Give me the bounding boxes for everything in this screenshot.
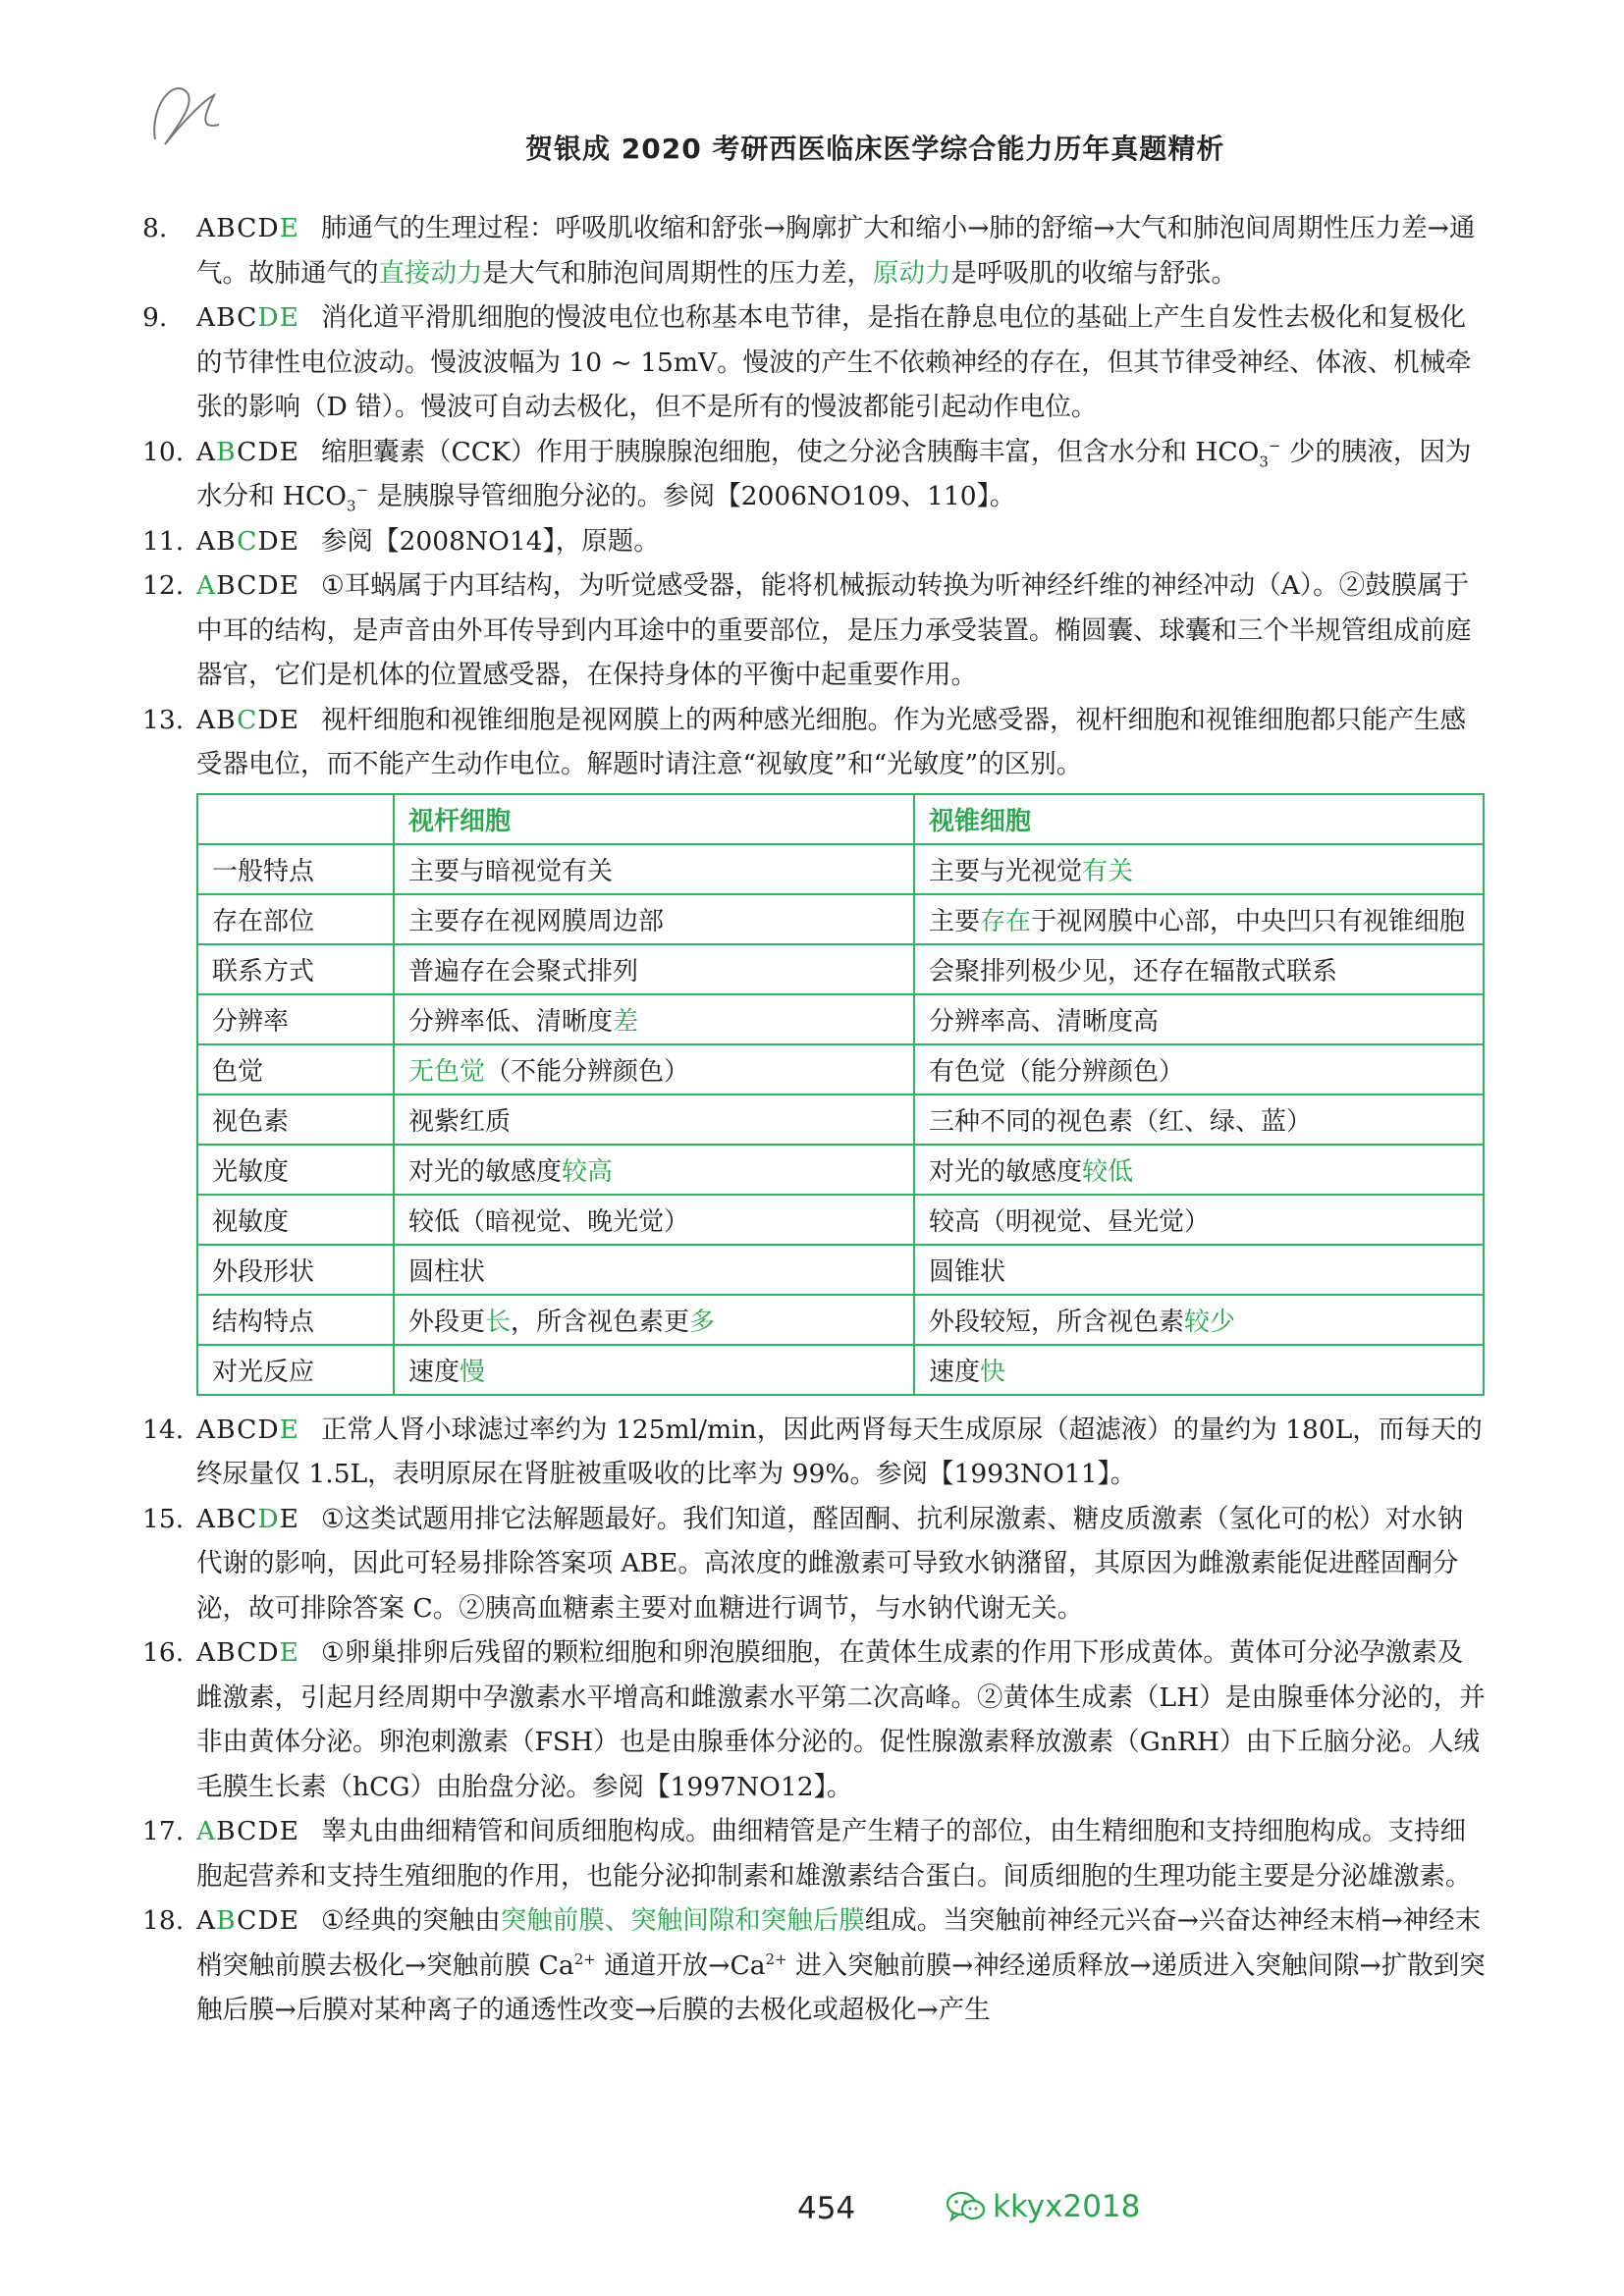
option-letters: A xyxy=(196,1905,217,1936)
correct-answer: B xyxy=(216,436,238,467)
comparison-table xyxy=(196,793,1485,1396)
question-item xyxy=(142,1408,1488,1497)
table-cell xyxy=(914,1095,1484,1145)
table-cell xyxy=(914,1044,1484,1095)
text-segment: 结构特点 xyxy=(212,1307,315,1337)
row-label xyxy=(197,1095,394,1145)
text-segment: 参阅【2008NO14】，原题。 xyxy=(320,525,660,557)
text-segment: 视色素 xyxy=(212,1106,290,1137)
text-segment: 2+ xyxy=(765,1949,787,1968)
text-segment: 主要与光视觉 xyxy=(929,856,1083,886)
text-segment: 视杆细胞和视锥细胞是视网膜上的两种感光细胞。作为光感受器，视杆细胞和视锥细胞都只能产生感受器电位，而不能产生动作电位。解题时请注意“视敏度”和“光敏度”的区别。 xyxy=(196,704,1466,779)
correct-answer: A xyxy=(196,1816,217,1846)
table-row xyxy=(197,1095,1484,1145)
question-item xyxy=(142,1898,1488,2033)
option-letters: E xyxy=(279,1503,299,1534)
correct-answer: E xyxy=(279,1414,299,1445)
row-label xyxy=(197,1145,394,1195)
question-number: 17. xyxy=(142,1816,185,1846)
answer-options xyxy=(196,1637,299,1668)
table-cell xyxy=(394,894,914,944)
question-number: 11. xyxy=(142,525,185,557)
answer-options xyxy=(196,1415,299,1445)
column-header: 视杆细胞 xyxy=(394,794,914,844)
text-segment: 较低（暗视觉、晚光觉） xyxy=(408,1206,690,1237)
question-number: 15. xyxy=(142,1503,185,1534)
correct-answer: DE xyxy=(257,302,299,333)
table-cell xyxy=(394,1195,914,1245)
correct-answer: E xyxy=(279,1637,299,1668)
table-header-row xyxy=(197,794,1484,844)
text-segment: 组成。当突触前神经元兴奋→兴奋达神经末梢→神经末梢突触前膜去极化→突触前膜 Ca xyxy=(196,1905,1482,1981)
row-label xyxy=(197,1044,394,1095)
table-cell xyxy=(914,1295,1484,1345)
correct-answer: D xyxy=(257,1503,280,1534)
text-segment: 对光反应 xyxy=(212,1357,315,1387)
text-segment: 于视网膜中心部，中央凹只有视锥细胞 xyxy=(1031,906,1466,936)
table-cell xyxy=(394,994,914,1044)
correct-answer: C xyxy=(237,525,258,557)
text-segment: 是呼吸肌的收缩与舒张。 xyxy=(950,257,1237,289)
option-letters: CDE xyxy=(237,1905,299,1936)
text-segment: 慢 xyxy=(460,1357,486,1387)
text-segment: 分辨率低、清晰度 xyxy=(408,1006,614,1037)
table-cell xyxy=(394,1095,914,1145)
option-letters: BCDE xyxy=(216,570,299,601)
question-list xyxy=(142,206,1488,787)
text-segment: ①耳蜗属于内耳结构，为听觉感受器，能将机械振动转换为听神经纤维的神经冲动（A）。②鼓膜属于中耳的结构，是声音由外耳传导到内耳途中的重要部位，是压力承受装置。椭圆囊、球囊和三个半规管组成前庭器官，它们是机体的位置感受器，在保持身体的平衡中起重要作用。 xyxy=(196,570,1472,690)
text-segment: 突触前膜、突触间隙和突触后膜 xyxy=(500,1905,865,1936)
row-label xyxy=(197,1245,394,1295)
text-segment: 直接动力 xyxy=(378,257,483,289)
text-segment: 少的胰液，因为水分和 HCO xyxy=(196,436,1472,511)
text-segment: 速度 xyxy=(408,1357,460,1387)
text-segment: 进入突触前膜→神经递质释放→递质进入突触间隙→扩散到突触后膜→后膜对某种离子的通透性改变→后膜的去极化或超极化→产生 xyxy=(196,1949,1486,2025)
table-cell xyxy=(394,1044,914,1095)
row-label xyxy=(197,844,394,894)
table-row xyxy=(197,1345,1484,1395)
text-segment: 正常人肾小球滤过率约为 125ml/min，因此两肾每天生成原尿（超滤液）的量约为 180L，而每天的终尿量仅 1.5L，表明原尿在肾脏被重吸收的比率为 99%。参阅【1993NO11】。 xyxy=(196,1414,1483,1489)
table-cell xyxy=(914,944,1484,994)
table-row xyxy=(197,1145,1484,1195)
text-segment: ①经典的突触由 xyxy=(320,1905,501,1936)
text-segment: 光敏度 xyxy=(212,1156,290,1187)
text-segment: 3 xyxy=(1259,452,1269,470)
question-number: 16. xyxy=(142,1637,185,1668)
text-segment: 色觉 xyxy=(212,1056,264,1087)
text-segment: 消化道平滑肌细胞的慢波电位也称基本电节律，是指在静息电位的基础上产生自发性去极化和复极化的节律性电位波动。慢波波幅为 10 ~ 15mV。慢波的产生不依赖神经的存在，但其节律受神经、体液、机械牵张的影响（D 错）。慢波可自动去极化，但不是所有的慢波都能引起动作电位。 xyxy=(196,302,1472,422)
table-cell xyxy=(914,1145,1484,1195)
text-segment: 较少 xyxy=(1184,1307,1236,1337)
brand xyxy=(946,2189,1140,2224)
row-label xyxy=(197,994,394,1044)
answer-options xyxy=(196,437,299,467)
text-segment: 快 xyxy=(980,1357,1006,1387)
question-number: 18. xyxy=(142,1905,185,1936)
question-number: 10. xyxy=(142,436,185,467)
option-letters: AB xyxy=(196,525,238,557)
table-row xyxy=(197,1195,1484,1245)
row-label xyxy=(197,1345,394,1395)
text-segment: 视敏度 xyxy=(212,1206,290,1237)
text-segment: − xyxy=(355,481,369,500)
table-row xyxy=(197,1245,1484,1295)
text-segment: 存在 xyxy=(980,906,1032,936)
question-number: 13. xyxy=(142,704,185,735)
answer-options xyxy=(196,1816,299,1846)
text-segment: 三种不同的视色素（红、绿、蓝） xyxy=(929,1106,1313,1137)
text-segment: 原动力 xyxy=(873,257,951,289)
answer-options xyxy=(196,1504,299,1534)
option-letters: ABCD xyxy=(196,1637,280,1668)
text-segment: 视紫红质 xyxy=(408,1106,512,1137)
text-segment: 存在部位 xyxy=(212,906,315,936)
text-segment: 主要与暗视觉有关 xyxy=(408,856,614,886)
text-segment: 会聚排列极少见，还存在辐散式联系 xyxy=(929,956,1338,987)
text-segment: 有关 xyxy=(1082,856,1134,886)
text-segment: 较高 xyxy=(562,1156,614,1187)
text-segment: 缩胆囊素（CCK）作用于胰腺腺泡细胞，使之分泌含胰酶丰富，但含水分和 HCO xyxy=(320,436,1260,467)
row-label xyxy=(197,1295,394,1345)
text-segment: 速度 xyxy=(929,1357,981,1387)
row-label xyxy=(197,894,394,944)
question-item xyxy=(142,430,1488,519)
table-cell xyxy=(394,1345,914,1395)
text-segment: 联系方式 xyxy=(212,956,315,987)
text-segment: ①卵巢排卵后残留的颗粒细胞和卵泡膜细胞，在黄体生成素的作用下形成黄体。黄体可分泌孕激素及雌激素，引起月经周期中孕激素水平增高和雌激素水平第二次高峰。②黄体生成素（LH）是由腺垂体分泌的，并非由黄体分泌。卵泡刺激素（FSH）也是由腺垂体分泌的。促性腺激素释放激素（GnRH）由下丘脑分泌。人绒毛膜生长素（hCG）由胎盘分泌。参阅【1997NO12】。 xyxy=(196,1637,1486,1802)
text-segment: 多 xyxy=(689,1307,716,1337)
table-cell xyxy=(394,1245,914,1295)
page-header: 贺银成 2020 考研西医临床医学综合能力历年真题精析 xyxy=(525,133,1225,165)
text-segment: 外段更 xyxy=(408,1307,486,1337)
option-letters: DE xyxy=(257,525,299,557)
text-segment: 差 xyxy=(613,1006,639,1037)
text-segment: 3 xyxy=(347,497,356,515)
text-segment: 对光的敏感度 xyxy=(408,1156,563,1187)
page-number: 454 xyxy=(797,2191,856,2226)
question-item xyxy=(142,1809,1488,1898)
table-row xyxy=(197,944,1484,994)
wechat-icon xyxy=(946,2190,987,2223)
text-segment: 普遍存在会聚式排列 xyxy=(408,956,639,987)
row-label xyxy=(197,944,394,994)
answer-options xyxy=(196,526,299,557)
text-segment: 外段较短，所含视色素 xyxy=(929,1307,1185,1337)
correct-answer: A xyxy=(196,570,217,601)
brand-text: kkyx2018 xyxy=(993,2189,1141,2224)
text-segment: 有色觉（能分辨颜色） xyxy=(929,1056,1185,1087)
text-segment: 圆锥状 xyxy=(929,1256,1006,1287)
table-cell xyxy=(914,844,1484,894)
question-number: 8. xyxy=(142,213,168,243)
text-segment: 主要存在视网膜周边部 xyxy=(408,906,665,936)
text-segment: 主要 xyxy=(929,906,981,936)
text-segment: 通道开放→Ca xyxy=(595,1949,766,1981)
text-segment: 肺通气的生理过程：呼吸肌收缩和舒张→胸廓扩大和缩小→肺的舒缩→大气和肺泡间周期性压力差→通气。故肺通气的 xyxy=(196,213,1476,289)
option-letters: CDE xyxy=(237,436,299,467)
column-header: 视锥细胞 xyxy=(914,794,1484,844)
text-segment: （不能分辨颜色） xyxy=(485,1056,690,1087)
table-cell xyxy=(914,894,1484,944)
text-segment: 较低 xyxy=(1082,1156,1134,1187)
table-row xyxy=(197,1044,1484,1095)
text-segment: − xyxy=(1268,436,1281,454)
text-segment: 圆柱状 xyxy=(408,1256,486,1287)
option-letters: ABCD xyxy=(196,1414,280,1445)
text-segment: 睾丸由曲细精管和间质细胞构成。曲细精管是产生精子的部位，由生精细胞和支持细胞构成。支持细胞起营养和支持生殖细胞的作用，也能分泌抑制素和雄激素结合蛋白。间质细胞的生理功能主要是分泌雄激素。 xyxy=(196,1816,1472,1892)
text-segment: 分辨率高、清晰度高 xyxy=(929,1006,1160,1037)
correct-answer: B xyxy=(216,1905,238,1936)
question-item xyxy=(142,1630,1488,1809)
answer-options xyxy=(196,705,299,735)
table-row xyxy=(197,894,1484,944)
answer-options xyxy=(196,302,299,333)
question-list xyxy=(142,1408,1488,2033)
option-letters: DE xyxy=(257,704,299,735)
table-cell xyxy=(914,1345,1484,1395)
content xyxy=(142,206,1488,2033)
table-cell xyxy=(394,944,914,994)
text-segment: 是胰腺导管细胞分泌的。参阅【2006NO109、110】。 xyxy=(368,481,1016,511)
handwritten-mark xyxy=(145,71,234,159)
correct-answer: C xyxy=(237,704,258,735)
option-letters: A xyxy=(196,436,217,467)
text-segment: 分辨率 xyxy=(212,1006,290,1037)
row-label xyxy=(197,1195,394,1245)
question-item xyxy=(142,295,1488,430)
option-letters: ABCD xyxy=(196,213,280,243)
table-cell xyxy=(914,994,1484,1044)
table-cell xyxy=(394,1145,914,1195)
text-segment: 一般特点 xyxy=(212,856,315,886)
text-segment: ①这类试题用排它法解题最好。我们知道，醛固酮、抗利尿激素、糖皮质激素（氢化可的松）对水钠代谢的影响，因此可轻易排除答案项 ABE。高浓度的雌激素可导致水钠潴留，其原因为雌激素能促进醛固酮分泌，故可排除答案 C。②胰高血糖素主要对血糖进行调节，与水钠代谢无关。 xyxy=(196,1503,1464,1624)
table-cell xyxy=(394,1295,914,1345)
option-letters: ABC xyxy=(196,1503,258,1534)
text-segment: 2+ xyxy=(573,1949,596,1968)
option-letters: AB xyxy=(196,704,238,735)
question-item xyxy=(142,563,1488,698)
question-number: 9. xyxy=(142,302,168,333)
answer-options xyxy=(196,213,299,243)
question-number: 14. xyxy=(142,1414,185,1445)
text-segment: 长 xyxy=(485,1307,512,1337)
option-letters: BCDE xyxy=(216,1816,299,1846)
question-number: 12. xyxy=(142,570,185,601)
column-header xyxy=(197,794,394,844)
question-item xyxy=(142,206,1488,295)
answer-options xyxy=(196,1905,299,1936)
table-row xyxy=(197,844,1484,894)
correct-answer: E xyxy=(279,213,299,243)
text-segment: ，所含视色素更 xyxy=(511,1307,690,1337)
text-segment: 外段形状 xyxy=(212,1256,315,1287)
table-row xyxy=(197,994,1484,1044)
text-segment: 无色觉 xyxy=(408,1056,486,1087)
table-cell xyxy=(914,1245,1484,1295)
answer-options xyxy=(196,570,299,601)
text-segment: 是大气和肺泡间周期性的压力差， xyxy=(482,257,873,289)
table-cell xyxy=(394,844,914,894)
question-item xyxy=(142,1497,1488,1631)
text-segment: 对光的敏感度 xyxy=(929,1156,1083,1187)
question-item xyxy=(142,519,1488,564)
table-row xyxy=(197,1295,1484,1345)
option-letters: ABC xyxy=(196,302,258,333)
question-item xyxy=(142,698,1488,787)
table-cell xyxy=(914,1195,1484,1245)
text-segment: 较高（明视觉、昼光觉） xyxy=(929,1206,1211,1237)
